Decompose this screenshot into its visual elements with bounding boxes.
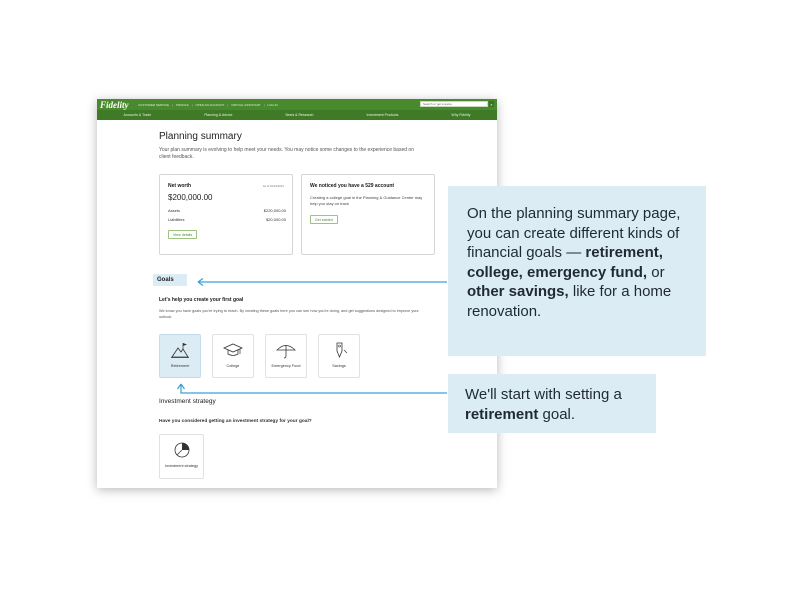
search-button[interactable] [489, 101, 494, 107]
goal-tile-label: College [226, 364, 240, 368]
callout-main-bold-2: other savings, [467, 283, 569, 300]
investment-strategy-tile[interactable] [159, 434, 204, 479]
search-icon: ⌕ [490, 101, 493, 107]
nav-item-investment-products[interactable]: Investment Products [366, 113, 399, 117]
pie-chart-icon [172, 441, 192, 459]
assets-value: $220,000.00 [263, 208, 286, 213]
callout-main-text-2: or [647, 263, 665, 281]
net-worth-title: Net worth [168, 183, 192, 189]
callout-retirement [448, 374, 656, 433]
investment-strategy-label: Investment strategy [164, 464, 199, 468]
goals-heading: Goals [153, 274, 187, 286]
nav-item-news-research[interactable]: News & Research [285, 113, 314, 117]
callout-main-bold-1: retirement, college, emergency fund, [467, 244, 663, 281]
view-details-button[interactable]: View details [168, 230, 197, 239]
search-input[interactable]: Search or get a quote [420, 101, 488, 107]
fidelity-logo[interactable]: Fidelity [100, 99, 129, 110]
net-worth-row-assets [168, 208, 286, 213]
goal-tile-label: Emergency Fund [271, 364, 301, 368]
notice-529-card [301, 174, 435, 255]
goal-tile-emergency-fund[interactable] [265, 334, 307, 378]
net-worth-row-liabilities [168, 217, 286, 222]
callout-main-text-3: like for a home renovation. [467, 283, 672, 320]
umbrella-icon [276, 341, 296, 359]
callout-small-bold-1: retirement [465, 405, 539, 423]
goal-tile-college[interactable] [212, 334, 254, 378]
header-link-customer-service[interactable]: CUSTOMER SERVICE [138, 102, 170, 107]
callout-planning-summary [448, 186, 706, 356]
investment-strategy-question: Have you considered getting an investment strategy for your goal? [159, 419, 312, 424]
header-links [138, 103, 278, 107]
mountain-flag-icon [170, 341, 190, 359]
header-link-virtual-assistant[interactable]: VIRTUAL ASSISTANT [231, 102, 261, 107]
investment-strategy-heading: Investment strategy [159, 398, 216, 405]
liabilities-value: $20,000.00 [265, 217, 286, 222]
header-link-profile[interactable]: PROFILE [175, 102, 189, 107]
callout-main-text-1: On the planning summary page, you can create different kinds of financial goals — [467, 205, 681, 261]
liabilities-label: Liabilities [168, 217, 185, 222]
top-bar [97, 99, 497, 110]
nav-item-accounts-trade[interactable]: Accounts & Trade [123, 113, 152, 117]
callout-small-text-2: goal. [538, 405, 576, 423]
header-link-separator: | [172, 102, 173, 107]
header-link-separator: | [227, 102, 229, 107]
goal-tile-label: Savings [332, 364, 346, 368]
nav-item-planning-advice[interactable]: Planning & Advice [204, 113, 233, 117]
page-title: Planning summary [159, 131, 242, 142]
assets-label: Assets [168, 208, 181, 213]
piggy-tag-icon [329, 341, 349, 359]
screenshot-frame [97, 99, 497, 488]
header-link-separator: | [191, 102, 193, 107]
header-link-open-account[interactable]: OPEN AN ACCOUNT [195, 102, 225, 107]
graduation-cap-icon [223, 341, 243, 359]
header-link-separator: | [263, 102, 265, 107]
header-link-log-in[interactable]: LOG IN [267, 102, 278, 107]
goal-tile-label: Retirement [170, 364, 190, 368]
goal-tile-retirement[interactable] [159, 334, 201, 378]
net-worth-as-of: As of 01/01/2021 [262, 184, 284, 188]
first-goal-title: Let's help you create your first goal [159, 297, 244, 303]
main-nav [97, 110, 497, 120]
notice-title: We noticed you have a 529 account [310, 183, 395, 189]
first-goal-text: We know you have goals you're trying to reach. By creating these goals here you can see how you're doing, and get suggestions designed to improve your outlook. [159, 309, 419, 319]
nav-item-why-fidelity[interactable]: Why Fidelity [451, 113, 471, 117]
net-worth-card [159, 174, 293, 255]
notice-text: Creating a college goal in the Planning & Guidance Center may help you stay on track [310, 195, 423, 206]
get-started-button[interactable]: Get started [310, 215, 338, 224]
net-worth-total: $200,000.00 [168, 193, 213, 202]
goal-tile-savings[interactable] [318, 334, 360, 378]
page-intro: Your plan summary is evolving to help meet your needs. You may notice some changes to the experience based on client feedback. [159, 147, 414, 160]
callout-small-text-1: We'll start with setting a [465, 386, 622, 403]
